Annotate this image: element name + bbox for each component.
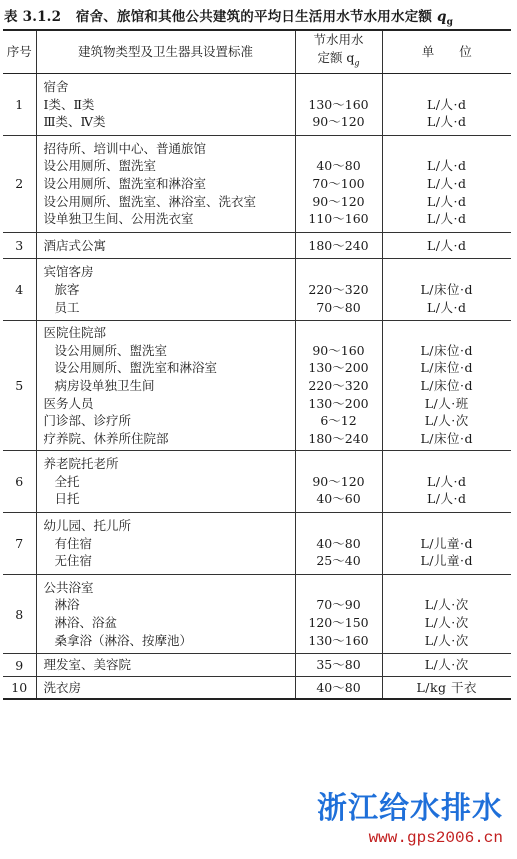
quota-value: 90～160 <box>312 342 365 358</box>
category-cell <box>36 321 295 451</box>
unit-value: L/人·d <box>427 96 467 112</box>
unit-value: L/人·d <box>427 193 467 209</box>
category-cell <box>36 451 295 513</box>
category-cell <box>36 259 295 321</box>
category-line: 有住宿 <box>54 535 93 551</box>
table-row <box>3 321 511 451</box>
unit-cell <box>382 574 511 653</box>
quota-value: 220～320 <box>308 377 369 393</box>
table-number: 表 3.1.2 <box>4 9 62 25</box>
row-number: 9 <box>3 654 36 677</box>
quota-cell <box>295 259 382 321</box>
row-number: 8 <box>3 574 36 653</box>
unit-value: L/人·d <box>427 114 467 130</box>
unit-cell <box>382 135 511 232</box>
category-cell <box>36 676 295 699</box>
category-line: 医院住院部 <box>43 325 107 341</box>
unit-value: L/人·次 <box>424 657 469 673</box>
quota-value: 180～240 <box>308 430 369 446</box>
watermark-name: 浙江给水排水 <box>317 791 503 826</box>
quota-value: 40～80 <box>316 679 361 695</box>
quota-cell <box>295 574 382 653</box>
category-cell <box>36 232 295 259</box>
unit-value: L/人·次 <box>424 615 469 631</box>
quota-value: 130～200 <box>308 360 369 376</box>
unit-value: L/床位·d <box>420 342 473 358</box>
quota-value: 130～160 <box>308 96 369 112</box>
unit-value: L/kg 干衣 <box>416 679 478 695</box>
quota-cell <box>295 676 382 699</box>
row-number: 1 <box>3 74 36 136</box>
category-line: 设公用厕所、盥洗室和淋浴室 <box>43 175 207 191</box>
category-line: 无住宿 <box>54 553 93 569</box>
unit-cell <box>382 74 511 136</box>
quota-value: 6～12 <box>320 413 357 429</box>
category-cell <box>36 74 295 136</box>
category-line: 宾馆客房 <box>43 264 94 280</box>
category-line: Ⅰ类、Ⅱ类 <box>43 96 95 112</box>
category-line: 门诊部、诊疗所 <box>43 413 132 429</box>
water-quota-table <box>3 29 511 700</box>
unit-value: L/床位·d <box>420 377 473 393</box>
unit-value: L/人·d <box>427 473 467 489</box>
quota-value <box>296 579 382 597</box>
quota-value: 70～90 <box>316 597 361 613</box>
quota-value: 90～120 <box>312 193 365 209</box>
category-line: Ⅲ类、Ⅳ类 <box>43 114 106 130</box>
unit-value: L/人·d <box>427 299 467 315</box>
unit-cell <box>382 232 511 259</box>
quota-cell <box>295 135 382 232</box>
unit-cell <box>382 321 511 451</box>
category-line: 设公用厕所、盥洗室、淋浴室、洗衣室 <box>43 193 257 209</box>
quota-cell <box>295 513 382 575</box>
category-line: 日托 <box>54 491 80 507</box>
quota-value <box>296 517 382 535</box>
quota-value: 40～80 <box>316 158 361 174</box>
unit-value <box>383 324 512 342</box>
quota-value <box>296 455 382 473</box>
unit-value: L/人·d <box>427 237 467 253</box>
unit-value: L/床位·d <box>420 430 473 446</box>
category-line: 设公用厕所、盥洗室 <box>43 158 157 174</box>
table-row <box>3 451 511 513</box>
category-line: 淋浴、浴盆 <box>54 615 118 631</box>
quota-cell <box>295 654 382 677</box>
quota-value: 70～80 <box>316 299 361 315</box>
category-line: 疗养院、休养所住院部 <box>43 430 169 446</box>
table-row <box>3 676 511 699</box>
table-row <box>3 259 511 321</box>
header-quota-line2 <box>296 49 382 73</box>
category-cell <box>36 574 295 653</box>
quota-cell <box>295 451 382 513</box>
category-line: 幼儿园、托儿所 <box>43 518 132 534</box>
category-cell <box>36 654 295 677</box>
unit-value <box>383 263 512 281</box>
row-number: 5 <box>3 321 36 451</box>
category-line: 酒店式公寓 <box>43 237 107 253</box>
quota-value: 120～150 <box>308 615 369 631</box>
table-caption <box>4 5 513 28</box>
unit-value: L/人·次 <box>424 413 469 429</box>
header-unit: 单 位 <box>382 30 511 74</box>
header-quota-text: 定额 q <box>317 50 355 66</box>
category-line: 全托 <box>54 473 80 489</box>
unit-value <box>383 455 512 473</box>
table-row <box>3 654 511 677</box>
table-header-row <box>3 30 511 74</box>
category-cell <box>36 513 295 575</box>
category-line: 公共浴室 <box>43 579 94 595</box>
quota-cell <box>295 74 382 136</box>
header-no: 序号 <box>3 30 36 74</box>
unit-value <box>383 78 512 96</box>
table-row <box>3 513 511 575</box>
row-number: 4 <box>3 259 36 321</box>
header-category: 建筑物类型及卫生器具设置标准 <box>36 30 295 74</box>
unit-value: L/人·次 <box>424 632 469 648</box>
row-number: 6 <box>3 451 36 513</box>
quota-value: 40～80 <box>316 535 361 551</box>
unit-value: L/床位·d <box>420 281 473 297</box>
row-number: 7 <box>3 513 36 575</box>
quota-symbol: q <box>437 9 447 25</box>
unit-value: L/人·次 <box>424 597 469 613</box>
table-title: 宿舍、旅馆和其他公共建筑的平均日生活用水节水用水定额 <box>75 9 433 25</box>
category-cell <box>36 135 295 232</box>
row-number: 2 <box>3 135 36 232</box>
unit-cell <box>382 676 511 699</box>
unit-value <box>383 517 512 535</box>
header-quota-sub: g <box>354 58 360 68</box>
table-row <box>3 74 511 136</box>
watermark-url: www.gps2006.cn <box>368 829 503 847</box>
quota-value <box>296 324 382 342</box>
row-number: 3 <box>3 232 36 259</box>
header-quota <box>295 30 382 74</box>
unit-cell <box>382 451 511 513</box>
unit-cell <box>382 654 511 677</box>
category-line: 养老院托老所 <box>43 456 119 472</box>
quota-symbol-sub: g <box>446 17 454 28</box>
category-line: 设公用厕所、盥洗室 <box>54 342 168 358</box>
unit-value: L/床位·d <box>420 360 473 376</box>
quota-value: 90～120 <box>312 114 365 130</box>
category-line: 招待所、培训中心、普通旅馆 <box>43 140 207 156</box>
category-line: 淋浴 <box>54 597 80 613</box>
quota-value: 130～160 <box>308 632 369 648</box>
quota-value: 110～160 <box>308 211 369 227</box>
category-line: 理发室、美容院 <box>43 657 132 673</box>
category-line: 病房设单独卫生间 <box>54 377 155 393</box>
quota-value: 40～60 <box>316 491 361 507</box>
quota-value: 130～200 <box>308 395 369 411</box>
category-line: 医务人员 <box>43 395 94 411</box>
category-line: 宿舍 <box>43 79 69 94</box>
quota-value <box>296 263 382 281</box>
table-row <box>3 574 511 653</box>
unit-cell <box>382 259 511 321</box>
category-line: 设公用厕所、盥洗室和淋浴室 <box>54 360 218 376</box>
row-number: 10 <box>3 676 36 699</box>
table-row <box>3 232 511 259</box>
table-row <box>3 135 511 232</box>
unit-value: L/人·d <box>427 175 467 191</box>
header-quota-line1: 节水用水 <box>313 32 364 48</box>
category-line: 旅客 <box>54 281 80 297</box>
unit-value: L/儿童·d <box>420 553 473 569</box>
category-line: 洗衣房 <box>43 679 82 695</box>
quota-value <box>296 140 382 158</box>
table-body <box>3 74 511 700</box>
quota-cell <box>295 321 382 451</box>
quota-value: 180～240 <box>308 237 369 253</box>
unit-value <box>383 579 512 597</box>
unit-cell <box>382 513 511 575</box>
unit-value: L/人·d <box>427 211 467 227</box>
unit-value <box>383 140 512 158</box>
quota-value: 35～80 <box>316 657 361 673</box>
unit-value: L/人·d <box>427 158 467 174</box>
unit-value: L/人·d <box>427 491 467 507</box>
quota-value: 220～320 <box>308 281 369 297</box>
category-line: 设单独卫生间、公用洗衣室 <box>43 211 194 227</box>
quota-value: 90～120 <box>312 473 365 489</box>
unit-value: L/儿童·d <box>420 535 473 551</box>
quota-value: 25～40 <box>316 553 361 569</box>
quota-value: 70～100 <box>312 175 365 191</box>
category-line: 员工 <box>54 299 80 315</box>
quota-value <box>296 78 382 96</box>
unit-value: L/人·班 <box>424 395 469 411</box>
quota-cell <box>295 232 382 259</box>
category-line: 桑拿浴（淋浴、按摩池） <box>54 632 193 648</box>
